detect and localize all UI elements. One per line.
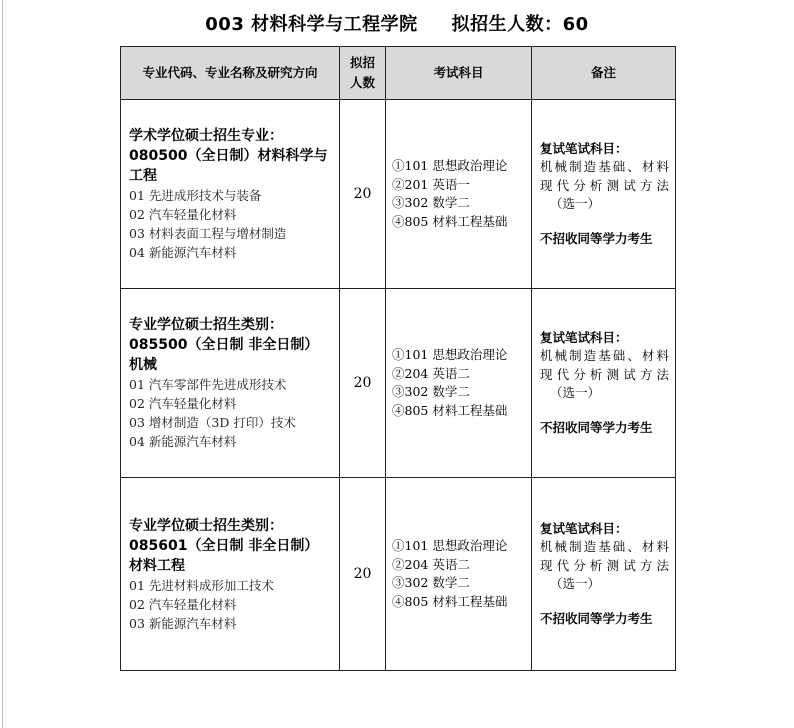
equivalent-applicants-note: 不招收同等学力考生 <box>540 610 653 626</box>
retest-subjects: 现代分析测试方法 <box>540 177 669 193</box>
research-direction: 01 汽车零部件先进成形技术 <box>129 377 287 392</box>
research-direction: 02 汽车轻量化材料 <box>129 207 237 222</box>
program-code-name-cont: 材料工程 <box>129 557 185 574</box>
exam-subject: ④805 材料工程基础 <box>392 402 508 418</box>
exam-subject: ①101 思想政治理论 <box>392 347 508 362</box>
retest-subjects: 机械制造基础、材料 <box>540 159 669 175</box>
research-direction: 03 增材制造（3D 打印）技术 <box>129 415 296 430</box>
equivalent-applicants-note: 不招收同等学力考生 <box>540 419 653 435</box>
exam-subject: ①101 思想政治理论 <box>392 538 508 553</box>
exam-subjects-cell <box>386 100 532 289</box>
program-code-name-cont: 机械 <box>129 357 157 373</box>
research-direction: 01 先进成形技术与装备 <box>129 188 262 203</box>
retest-heading: 复试笔试科目： <box>540 329 628 345</box>
college-code: 003 <box>205 14 245 35</box>
header-count-line2: 人数 <box>349 75 375 90</box>
research-direction: 04 新能源汽车材料 <box>129 245 237 260</box>
exam-subject: ③302 数学二 <box>392 575 470 590</box>
enrollment-count: 20 <box>340 478 386 671</box>
research-direction: 03 新能源汽车材料 <box>129 615 237 631</box>
retest-choice: （选一） <box>550 576 601 592</box>
research-direction: 03 材料表面工程与增材制造 <box>129 226 287 241</box>
header-count <box>340 47 386 100</box>
header-subjects: 考试科目 <box>386 47 532 100</box>
program-category: 学术学位硕士招生专业： <box>129 128 283 144</box>
exam-subject: ④805 材料工程基础 <box>392 593 508 609</box>
retest-subjects: 机械制造基础、材料 <box>540 539 669 555</box>
program-code-name-cont: 工程 <box>129 168 157 184</box>
program-code-name: 080500（全日制）材料科学与 <box>129 148 328 164</box>
exam-subject: ②204 英语二 <box>392 365 470 381</box>
program-category: 专业学位硕士招生类别： <box>129 317 283 333</box>
research-direction: 02 汽车轻量化材料 <box>129 396 237 411</box>
table-row <box>121 478 676 671</box>
page-edge-line <box>2 0 3 728</box>
exam-subject: ②204 英语二 <box>392 556 470 572</box>
college-name: 材料科学与工程学院 <box>251 14 418 35</box>
exam-subject: ④805 材料工程基础 <box>392 213 508 229</box>
retest-heading: 复试笔试科目： <box>540 140 628 156</box>
header-notes: 备注 <box>532 47 676 100</box>
major-cell <box>121 289 340 478</box>
research-direction: 04 新能源汽车材料 <box>129 434 237 449</box>
program-code-name: 085500（全日制 非全日制） <box>129 337 319 353</box>
enrollment-count: 20 <box>340 100 386 289</box>
page-title <box>0 10 794 36</box>
equivalent-applicants-note: 不招收同等学力考生 <box>540 230 653 246</box>
research-direction: 02 汽车轻量化材料 <box>129 596 237 612</box>
admission-table <box>120 46 676 671</box>
exam-subjects-cell <box>386 289 532 478</box>
research-direction: 01 先进材料成形加工技术 <box>129 577 274 593</box>
retest-subjects: 现代分析测试方法 <box>540 366 669 382</box>
program-category: 专业学位硕士招生类别： <box>129 517 283 534</box>
major-cell <box>121 100 340 289</box>
enrollment-quota: 拟招生人数：60 <box>451 14 589 35</box>
exam-subject: ①101 思想政治理论 <box>392 158 508 173</box>
table-row <box>121 289 676 478</box>
retest-choice: （选一） <box>550 196 601 212</box>
exam-subject: ③302 数学二 <box>392 195 470 210</box>
notes-cell <box>532 289 676 478</box>
exam-subject: ②201 英语一 <box>392 176 470 192</box>
notes-cell <box>532 478 676 671</box>
major-cell <box>121 478 340 671</box>
header-count-line1: 拟招 <box>349 55 375 70</box>
table-header-row <box>121 47 676 100</box>
retest-choice: （选一） <box>550 385 601 401</box>
table-row <box>121 100 676 289</box>
retest-subjects: 机械制造基础、材料 <box>540 348 669 364</box>
header-major: 专业代码、专业名称及研究方向 <box>121 47 340 100</box>
program-code-name: 085601（全日制 非全日制） <box>129 537 319 554</box>
exam-subject: ③302 数学二 <box>392 384 470 399</box>
retest-subjects: 现代分析测试方法 <box>540 557 669 573</box>
notes-cell <box>532 100 676 289</box>
retest-heading: 复试笔试科目： <box>540 520 628 536</box>
enrollment-count: 20 <box>340 289 386 478</box>
exam-subjects-cell <box>386 478 532 671</box>
